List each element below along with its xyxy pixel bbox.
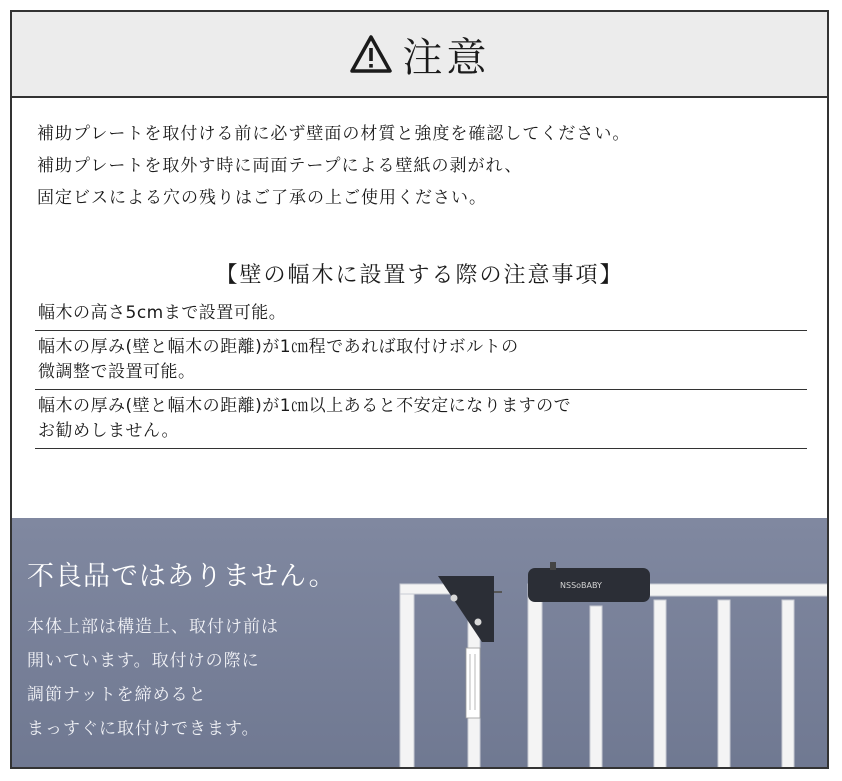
intro-line: 固定ビスによる穴の残りはご了承の上ご使用ください。	[37, 188, 487, 208]
note-item	[35, 331, 807, 390]
notice-line: 調節ナットを締めると	[27, 685, 207, 705]
intro-line: 補助プレートを取外す時に両面テープによる壁紙の剥がれ、	[37, 156, 523, 176]
safety-gate-illustration	[392, 538, 829, 769]
note-line: 微調整で設置可能。	[38, 362, 196, 382]
caution-title: 注意	[402, 34, 491, 81]
intro-text	[12, 98, 827, 214]
note-line: 幅木の高さ5cmまで設置可能。	[38, 303, 287, 323]
note-line: お勧めしません。	[38, 421, 180, 441]
not-defective-text	[27, 610, 279, 746]
not-defective-title: 不良品ではありません。	[27, 561, 337, 592]
baseboard-notes	[35, 297, 807, 449]
caution-header	[12, 12, 827, 98]
baseboard-heading: 【壁の幅木に設置する際の注意事項】	[215, 263, 624, 288]
gate-sticker	[466, 648, 480, 718]
caution-panel	[10, 10, 829, 769]
note-line: 幅木の厚み(壁と幅木の距離)が1㎝程であれば取付けボルトの	[38, 337, 519, 357]
notice-line: 本体上部は構造上、取付け前は	[27, 617, 279, 637]
brand-label: NSSoBABY	[560, 581, 602, 590]
notice-line: 開いています。取付けの際に	[27, 651, 260, 671]
notice-line: まっすぐに取付けできます。	[27, 719, 260, 739]
warning-triangle-icon	[349, 34, 393, 74]
right-bracket	[528, 562, 650, 602]
note-line: 幅木の厚み(壁と幅木の距離)が1㎝以上あると不安定になりますので	[38, 396, 572, 416]
note-item	[35, 297, 807, 331]
not-defective-section	[12, 518, 827, 769]
note-item	[35, 390, 807, 449]
intro-line: 補助プレートを取付ける前に必ず壁面の材質と強度を確認してください。	[37, 124, 631, 144]
